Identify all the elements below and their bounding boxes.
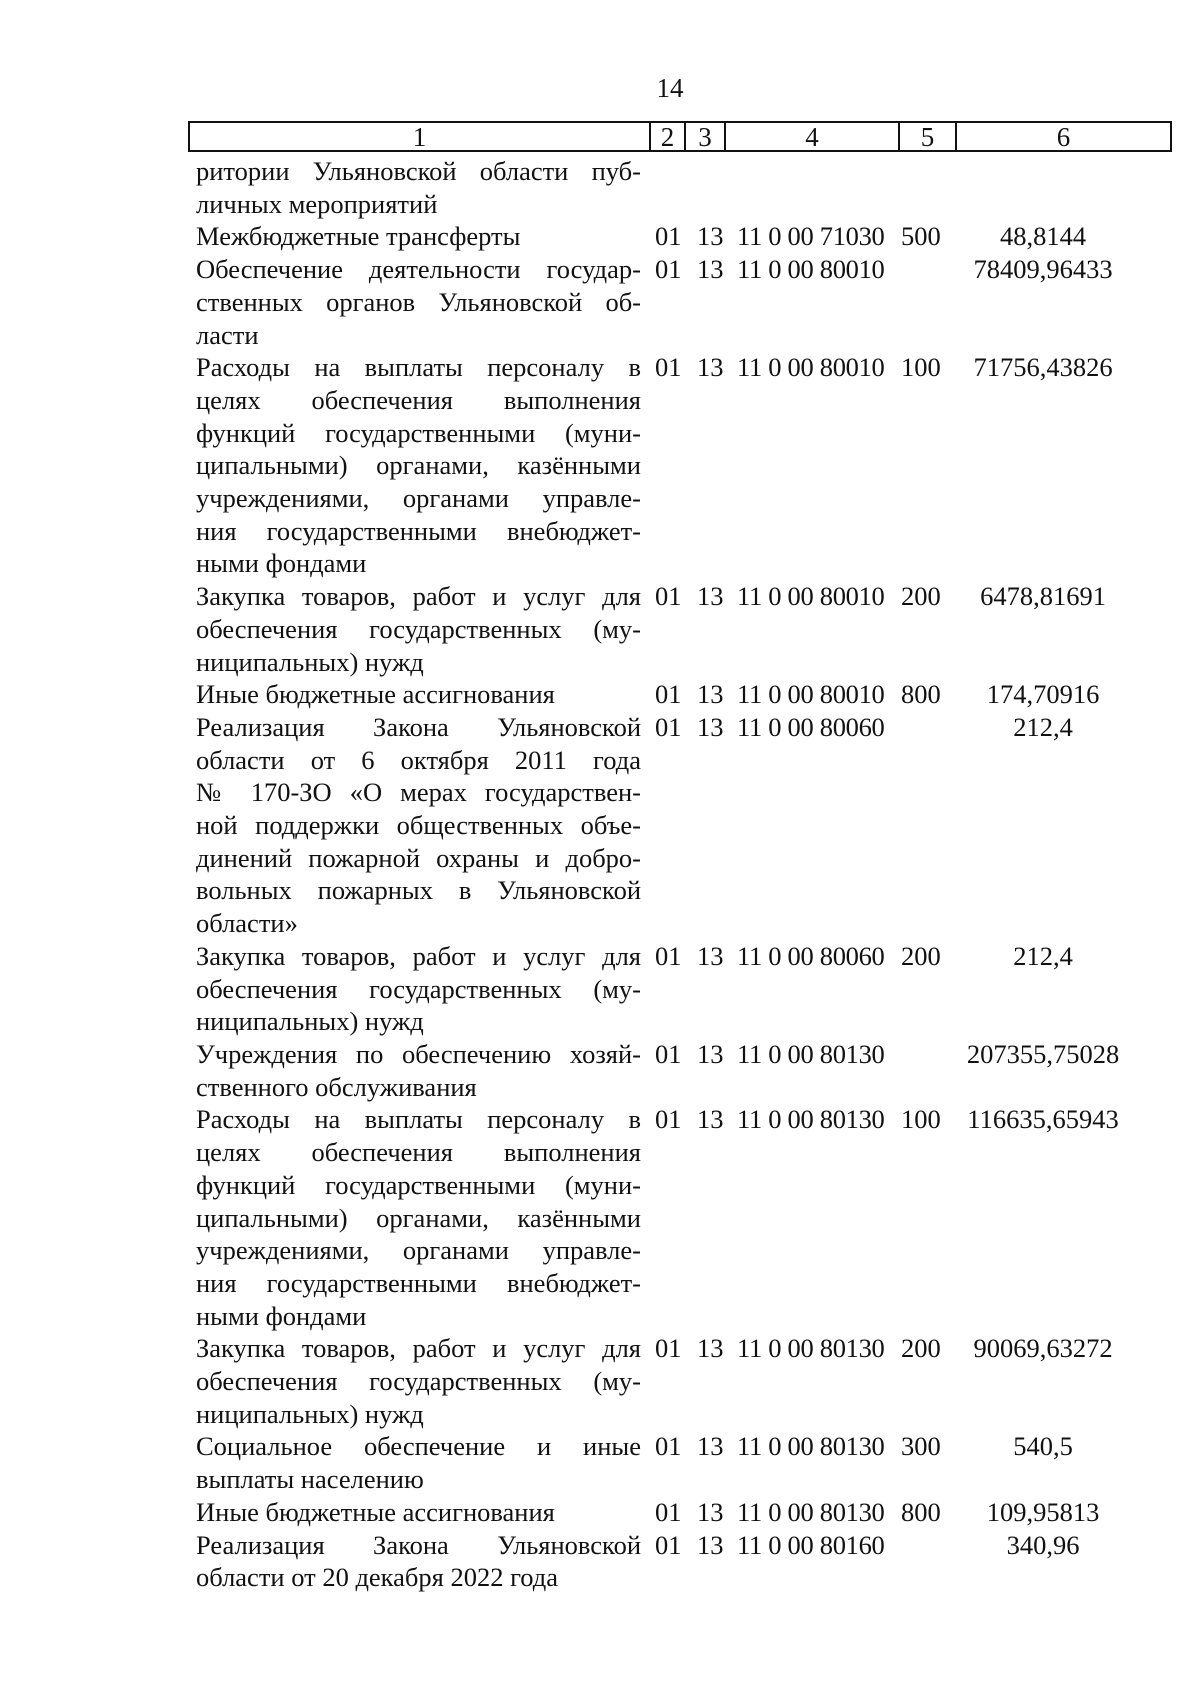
table-row [196,253,1196,351]
row-description [196,351,641,580]
row-description-line: ниципальных) нужд [196,1398,424,1429]
row-section-code: 01 [655,679,682,710]
row-target-article-code: 11 0 00 80010 [737,581,885,612]
table-row [196,220,1196,253]
row-section-code: 01 [655,1431,682,1462]
row-section-code: 01 [655,940,682,971]
row-description-line: ственных органов Ульяновской об- [196,286,641,317]
row-description-line: Реализация Закона Ульяновской [196,711,641,742]
row-subsection-code: 13 [697,352,724,383]
table-row [196,940,1196,1038]
row-description [196,940,641,1038]
row-section-code: 01 [655,711,682,742]
row-description-line: Закупка товаров, работ и услуг для [196,940,641,971]
row-expense-type-code: 200 [901,581,941,612]
header-col-6: 6 [1056,122,1071,152]
header-col-5: 5 [900,123,957,150]
row-description [196,711,641,940]
row-amount: 109,95813 [986,1496,1100,1527]
row-subsection-code: 13 [697,1104,724,1135]
row-description-line: ниципальных) нужд [196,1006,424,1037]
row-description [196,155,641,220]
row-subsection-code: 13 [697,711,724,742]
row-amount: 116635,65943 [967,1104,1119,1135]
row-amount: 174,70916 [986,679,1100,710]
row-expense-type-code: 300 [901,1431,941,1462]
row-description [196,1332,641,1430]
row-description-line: функций государственными (муни- [196,1169,641,1200]
row-target-article-code: 11 0 00 80130 [737,1104,885,1135]
row-description-line: ния государственными внебюджет- [196,1267,641,1298]
row-expense-type-code: 800 [901,679,941,710]
row-description-line: области от 20 декабря 2022 года [196,1562,559,1593]
table-row [196,155,1196,220]
row-section-code: 01 [655,254,682,285]
row-expense-type-code: 100 [901,1104,941,1135]
row-description-line: обеспечения государственных (му- [196,1366,641,1397]
header-col-2: 2 [651,123,686,150]
row-expense-type-code: 100 [901,352,941,383]
row-subsection-code: 13 [697,1496,724,1527]
row-description-line: функций государственными (муни- [196,417,641,448]
row-target-article-code: 11 0 00 80160 [737,1529,885,1560]
row-description-line: Закупка товаров, работ и услуг для [196,581,641,612]
row-target-article-code: 11 0 00 80130 [737,1431,885,1462]
row-section-code: 01 [655,221,682,252]
row-target-article-code: 11 0 00 80010 [737,254,885,285]
row-description-line: вольных пожарных в Ульяновской [196,875,641,906]
page-number: 14 [656,73,684,103]
row-description-line: целях обеспечения выполнения [196,1137,641,1168]
row-section-code: 01 [655,1529,682,1560]
row-amount: 540,5 [1013,1431,1073,1462]
row-description-line: учреждениями, органами управле- [196,483,641,514]
row-amount: 212,4 [1013,940,1073,971]
table-row [196,1529,1196,1594]
row-description-line: личных мероприятий [196,188,438,219]
row-description-line: Обеспечение деятельности государ- [196,254,641,285]
row-description-line: области от 6 октября 2011 года [196,744,641,775]
row-description [196,678,641,711]
row-description-line: ной поддержки общественных объе- [196,810,641,841]
row-amount: 340,96 [1006,1529,1080,1560]
table-row [196,1103,1196,1332]
row-description-line: учреждениями, органами управле- [196,1235,641,1266]
row-description-line: Учреждения по обеспечению хозяй- [196,1038,641,1069]
row-target-article-code: 11 0 00 71030 [737,221,885,252]
table-row [196,1332,1196,1430]
row-description-line: Расходы на выплаты персоналу в [196,1104,641,1135]
table-row [196,1496,1196,1529]
row-description-line: динений пожарной охраны и добро- [196,842,641,873]
row-description-line: обеспечения государственных (му- [196,973,641,1004]
table-row [196,678,1196,711]
row-description-line: Расходы на выплаты персоналу в [196,352,641,383]
row-section-code: 01 [655,352,682,383]
table-row [196,711,1196,940]
row-description-line: Реализация Закона Ульяновской [196,1529,641,1560]
row-description-line: ными фондами [196,1300,367,1331]
row-section-code: 01 [655,1038,682,1069]
row-target-article-code: 11 0 00 80130 [737,1333,885,1364]
row-subsection-code: 13 [697,940,724,971]
row-target-article-code: 11 0 00 80060 [737,711,885,742]
row-section-code: 01 [655,1104,682,1135]
row-description-line: ными фондами [196,548,367,579]
row-target-article-code: 11 0 00 80130 [737,1038,885,1069]
table-row [196,580,1196,678]
table-body [196,155,1196,1594]
row-subsection-code: 13 [697,1333,724,1364]
row-expense-type-code: 200 [901,940,941,971]
row-expense-type-code: 500 [901,221,941,252]
row-description-line: Межбюджетные трансферты [196,221,521,252]
row-target-article-code: 11 0 00 80130 [737,1496,885,1527]
row-description-line: Иные бюджетные ассигнования [196,679,555,710]
row-expense-type-code: 200 [901,1333,941,1364]
row-subsection-code: 13 [697,1431,724,1462]
row-description-line: ритории Ульяновской области пуб- [196,156,641,186]
table-row [196,1430,1196,1495]
row-description [196,1496,641,1529]
row-subsection-code: 13 [697,1038,724,1069]
table-row [196,1038,1196,1103]
row-description-line: ния государственными внебюджет- [196,515,641,546]
header-col-4: 4 [726,123,900,150]
header-col-3: 3 [686,123,726,150]
row-description-line: ласти [196,319,259,350]
row-expense-type-code: 800 [901,1496,941,1527]
row-description-line: Иные бюджетные ассигнования [196,1496,555,1527]
row-description-line: ципальными) органами, казёнными [196,1202,641,1233]
row-subsection-code: 13 [697,254,724,285]
row-section-code: 01 [655,1496,682,1527]
row-description-line: целях обеспечения выполнения [196,384,641,415]
row-description-line: области» [196,908,298,939]
row-target-article-code: 11 0 00 80010 [737,352,885,383]
row-amount: 207355,75028 [966,1038,1120,1069]
row-target-article-code: 11 0 00 80010 [737,679,885,710]
row-subsection-code: 13 [697,1529,724,1560]
row-amount: 48,8144 [999,221,1087,252]
row-description [196,253,641,351]
row-description [196,220,641,253]
row-amount: 90069,63272 [973,1333,1113,1364]
row-subsection-code: 13 [697,221,724,252]
row-description-line: № 170-ЗО «О мерах государствен- [196,777,641,808]
row-amount: 212,4 [1013,711,1073,742]
row-amount: 78409,96433 [973,254,1113,285]
row-description [196,1038,641,1103]
row-description [196,1529,641,1594]
row-description-line: выплаты населению [196,1464,424,1495]
row-description-line: Закупка товаров, работ и услуг для [196,1333,641,1364]
table-header-row [188,121,1172,152]
header-col-1: 1 [190,123,651,150]
row-description [196,1430,641,1495]
row-description-line: Социальное обеспечение и иные [196,1431,641,1462]
row-description-line: ципальными) органами, казёнными [196,450,641,481]
row-description [196,1103,641,1332]
row-description-line: ниципальных) нужд [196,646,424,677]
row-subsection-code: 13 [697,679,724,710]
row-description-line: ственного обслуживания [196,1071,477,1102]
row-description-line: обеспечения государственных (му- [196,613,641,644]
row-description [196,580,641,678]
row-subsection-code: 13 [697,581,724,612]
row-amount: 71756,43826 [973,352,1113,383]
table-row [196,351,1196,580]
row-section-code: 01 [655,581,682,612]
row-amount: 6478,81691 [980,581,1106,612]
row-section-code: 01 [655,1333,682,1364]
row-target-article-code: 11 0 00 80060 [737,940,885,971]
